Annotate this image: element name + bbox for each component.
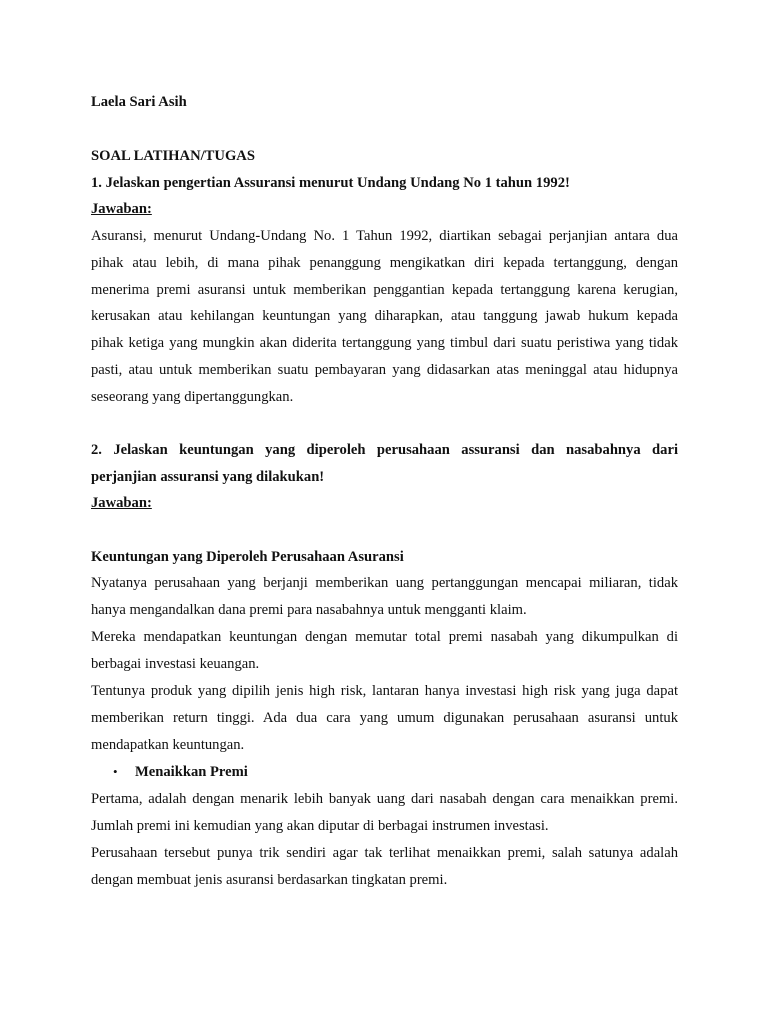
answer-label-1: Jawaban: (91, 201, 152, 217)
question-2-line2: perjanjian assuransi yang dilakukan! (91, 469, 325, 485)
answer-2-line: Mereka mendapatkan keuntungan dengan memutar total premi nasabah yang dikumpulkan di (91, 629, 678, 645)
answer-label-2: Jawaban: (91, 495, 152, 511)
answer-1-line: seseorang yang dipertanggungkan. (91, 389, 294, 405)
bullet-body-line: dengan membuat jenis asuransi berdasarkan tingkatan premi. (91, 872, 448, 888)
bullet-body-line: Perusahaan tersebut punya trik sendiri agar tak terlihat menaikkan premi, salah satunya adalah (91, 845, 678, 861)
answer-2-line: memberikan return tinggi. Ada dua cara yang umum digunakan perusahaan asuransi untuk (91, 710, 678, 726)
answer-2-line: mendapatkan keuntungan. (91, 737, 245, 753)
question-1: 1. Jelaskan pengertian Assuransi menurut Undang Undang No 1 tahun 1992! (91, 175, 570, 191)
answer-2-line: berbagai investasi keuangan. (91, 656, 260, 672)
answer-1-line: menerima premi asuransi untuk memberikan penggantian kepada tertanggung karena kerugian, (91, 282, 678, 298)
answer-1-line: pihak atau lebih, di mana pihak penanggung mengikatkan diri kepada tertanggung, dengan (91, 255, 678, 271)
answer-1-line: Asuransi, menurut Undang-Undang No. 1 Tahun 1992, diartikan sebagai perjanjian antara dua (91, 228, 678, 244)
answer-1-line: pihak ketiga yang mungkin akan diderita tertanggung yang timbul dari suatu peristiwa yang tidak (91, 335, 678, 351)
section-title: SOAL LATIHAN/TUGAS (91, 148, 255, 164)
answer-1-line: pasti, atau untuk memberikan suatu pembayaran yang didasarkan atas meninggal atau hidupnya (91, 362, 678, 378)
bullet-body-line: Pertama, adalah dengan menarik lebih banyak uang dari nasabah dengan cara menaikkan premi. (91, 791, 678, 807)
bullet-body-line: Jumlah premi ini kemudian yang akan diputar di berbagai instrumen investasi. (91, 818, 549, 834)
bullet-label: Menaikkan Premi (135, 764, 248, 780)
bullet-icon: • (113, 764, 118, 779)
author-name: Laela Sari Asih (91, 94, 187, 110)
answer-2-line: Tentunya produk yang dipilih jenis high risk, lantaran hanya investasi high risk yang juga dapat (91, 683, 678, 699)
subheading: Keuntungan yang Diperoleh Perusahaan Asuransi (91, 549, 404, 565)
answer-1-line: kerusakan atau kehilangan keuntungan yang diharapkan, atau tanggung jawab hukum kepada (91, 308, 678, 324)
answer-2-line: Nyatanya perusahaan yang berjanji memberikan uang pertanggungan mencapai miliaran, tidak (91, 575, 678, 591)
question-2-line1: 2. Jelaskan keuntungan yang diperoleh perusahaan assuransi dan nasabahnya dari (91, 442, 678, 458)
answer-2-line: hanya mengandalkan dana premi para nasabahnya untuk mengganti klaim. (91, 602, 527, 618)
